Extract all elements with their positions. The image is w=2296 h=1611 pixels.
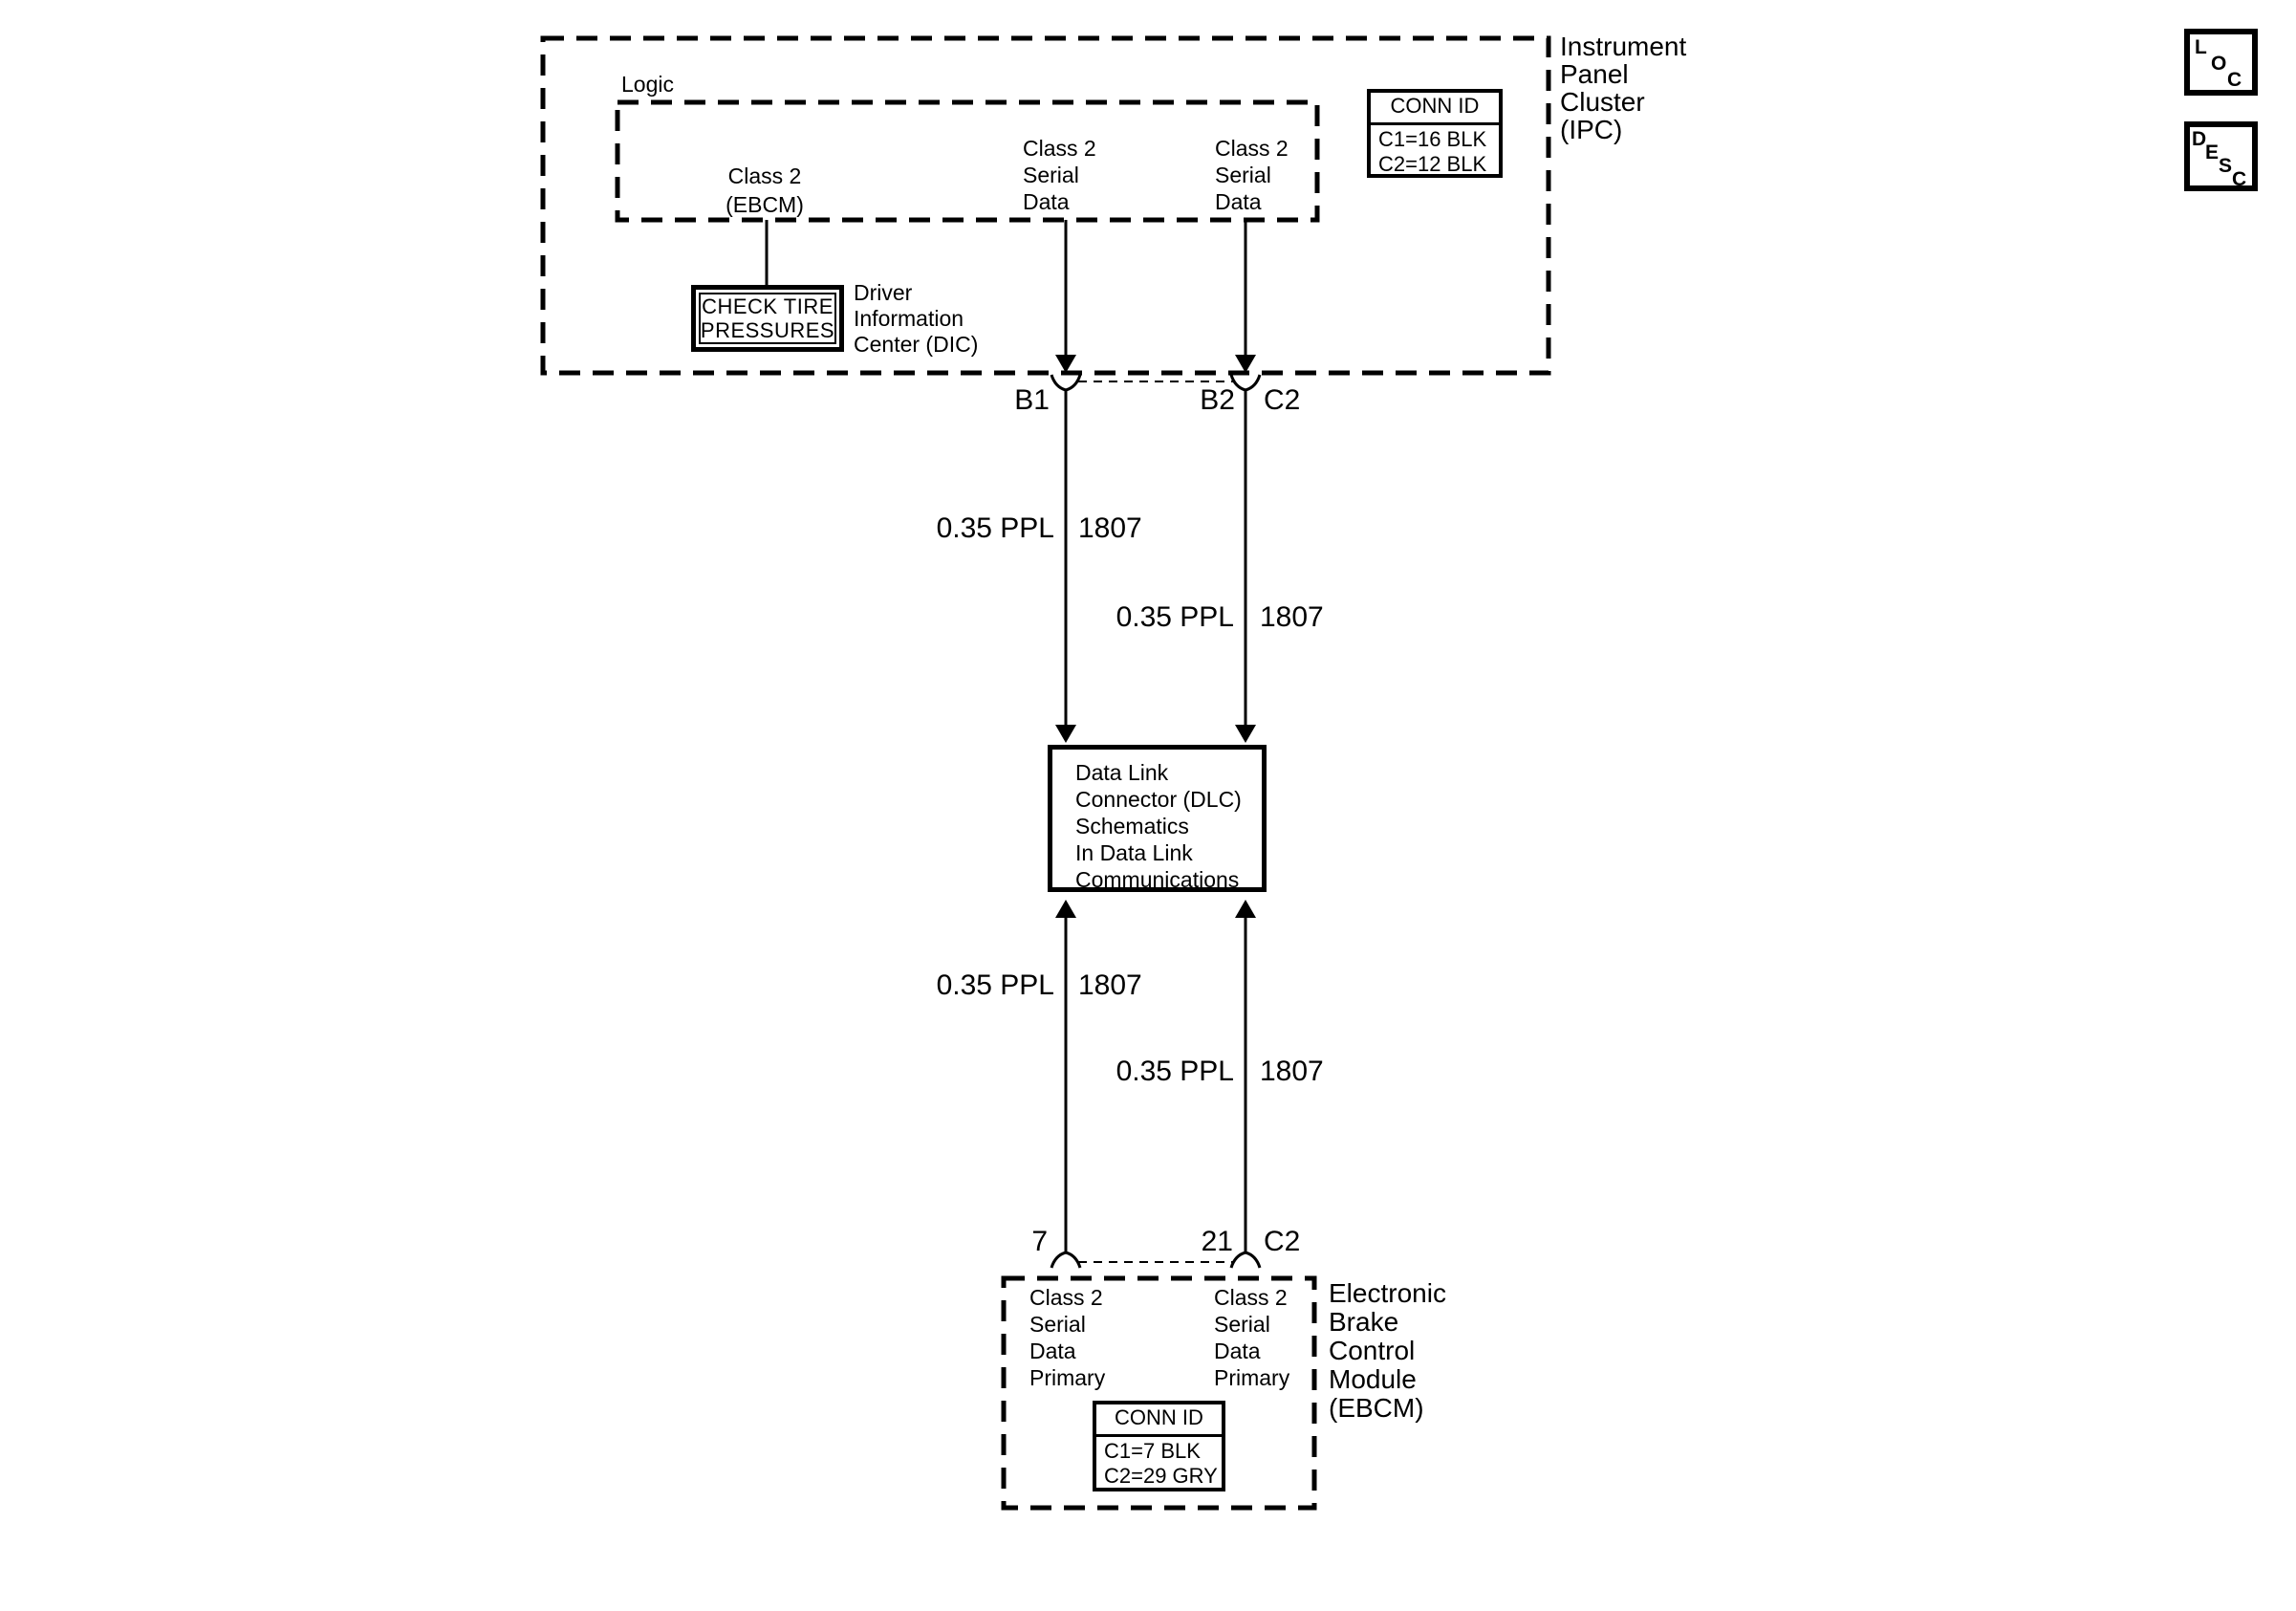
ebcm-serial-primary-left-label: Class 2 Serial Data Primary (1029, 1285, 1106, 1390)
pin-label-b2: B2 (1200, 384, 1235, 416)
pin-label-7: 7 (1031, 1226, 1048, 1257)
wire-spec-label: 0.35 PPL (1116, 601, 1234, 633)
loc-tab[interactable] (2184, 29, 2258, 96)
desc-letter: S (2219, 155, 2233, 177)
dic-label: Driver Information Center (DIC) (854, 280, 979, 357)
wire-ipc-right (1231, 220, 1260, 743)
conn-id-rows (1096, 1437, 1222, 1489)
arrow-down-icon (1055, 725, 1076, 743)
wire-spec-label: 0.35 PPL (936, 969, 1054, 1001)
conn-id-header: CONN ID (1371, 93, 1499, 125)
ipc-title: Instrument Panel Cluster (IPC) (1560, 32, 1687, 144)
loc-letter: L (2195, 36, 2207, 58)
pin-label-21: 21 (1201, 1226, 1233, 1257)
connector-label-c2-bottom: C2 (1264, 1226, 1301, 1257)
wire-ebcm-right (1231, 900, 1260, 1268)
connector-label-c2-top: C2 (1264, 384, 1301, 416)
logic-label: Logic (621, 72, 674, 97)
arrow-down-icon (1055, 355, 1076, 373)
wire-circuit-label: 1807 (1260, 601, 1324, 633)
conn-id-rows (1371, 125, 1499, 177)
wire-spec-label: 0.35 PPL (1116, 1056, 1234, 1087)
arrow-up-icon (1235, 900, 1256, 918)
wire-ebcm-left (1051, 900, 1080, 1268)
connector-symbol-pin21 (1231, 1252, 1260, 1268)
ebcm-serial-primary-right-label: Class 2 Serial Data Primary (1214, 1285, 1290, 1390)
ipc-conn-id-box (1367, 89, 1503, 178)
ebcm-title: Electronic Brake Control Module (EBCM) (1329, 1278, 1446, 1423)
arrow-up-icon (1055, 900, 1076, 918)
class2-ebcm-label: Class 2 (EBCM) (726, 163, 804, 217)
wire-circuit-label: 1807 (1078, 969, 1142, 1001)
class2-serial-data-left-label: Class 2 Serial Data (1023, 136, 1096, 214)
desc-tab[interactable] (2184, 121, 2258, 191)
wire-ipc-left (1051, 220, 1080, 743)
conn-id-row: C1=16 BLK (1378, 127, 1487, 151)
arrow-down-icon (1235, 355, 1256, 373)
desc-letter: C (2232, 168, 2247, 190)
connector-symbol-b2 (1231, 375, 1260, 390)
ebcm-conn-id-box (1093, 1401, 1225, 1491)
connector-symbol-pin7 (1051, 1252, 1080, 1268)
arrow-down-icon (1235, 725, 1256, 743)
loc-letter: O (2211, 53, 2227, 75)
conn-id-row: C2=12 BLK (1378, 152, 1487, 176)
dlc-box: Data Link Connector (DLC) Schematics In Data Link Communications (1048, 745, 1267, 892)
pin-label-b1: B1 (1014, 384, 1050, 416)
wire-spec-label: 0.35 PPL (936, 512, 1054, 544)
check-tire-pressures-indicator: CHECK TIRE PRESSURES (691, 285, 844, 352)
class2-serial-data-right-label: Class 2 Serial Data (1215, 136, 1289, 214)
conn-id-header: CONN ID (1096, 1404, 1222, 1437)
connector-symbol-b1 (1051, 375, 1080, 390)
desc-letter: E (2205, 142, 2220, 163)
wire-circuit-label: 1807 (1078, 512, 1142, 544)
wire-circuit-label: 1807 (1260, 1056, 1324, 1087)
loc-letter: C (2227, 69, 2242, 91)
desc-letter: D (2192, 128, 2207, 150)
conn-id-row: C1=7 BLK (1104, 1439, 1201, 1463)
conn-id-row: C2=29 GRY (1104, 1464, 1218, 1488)
